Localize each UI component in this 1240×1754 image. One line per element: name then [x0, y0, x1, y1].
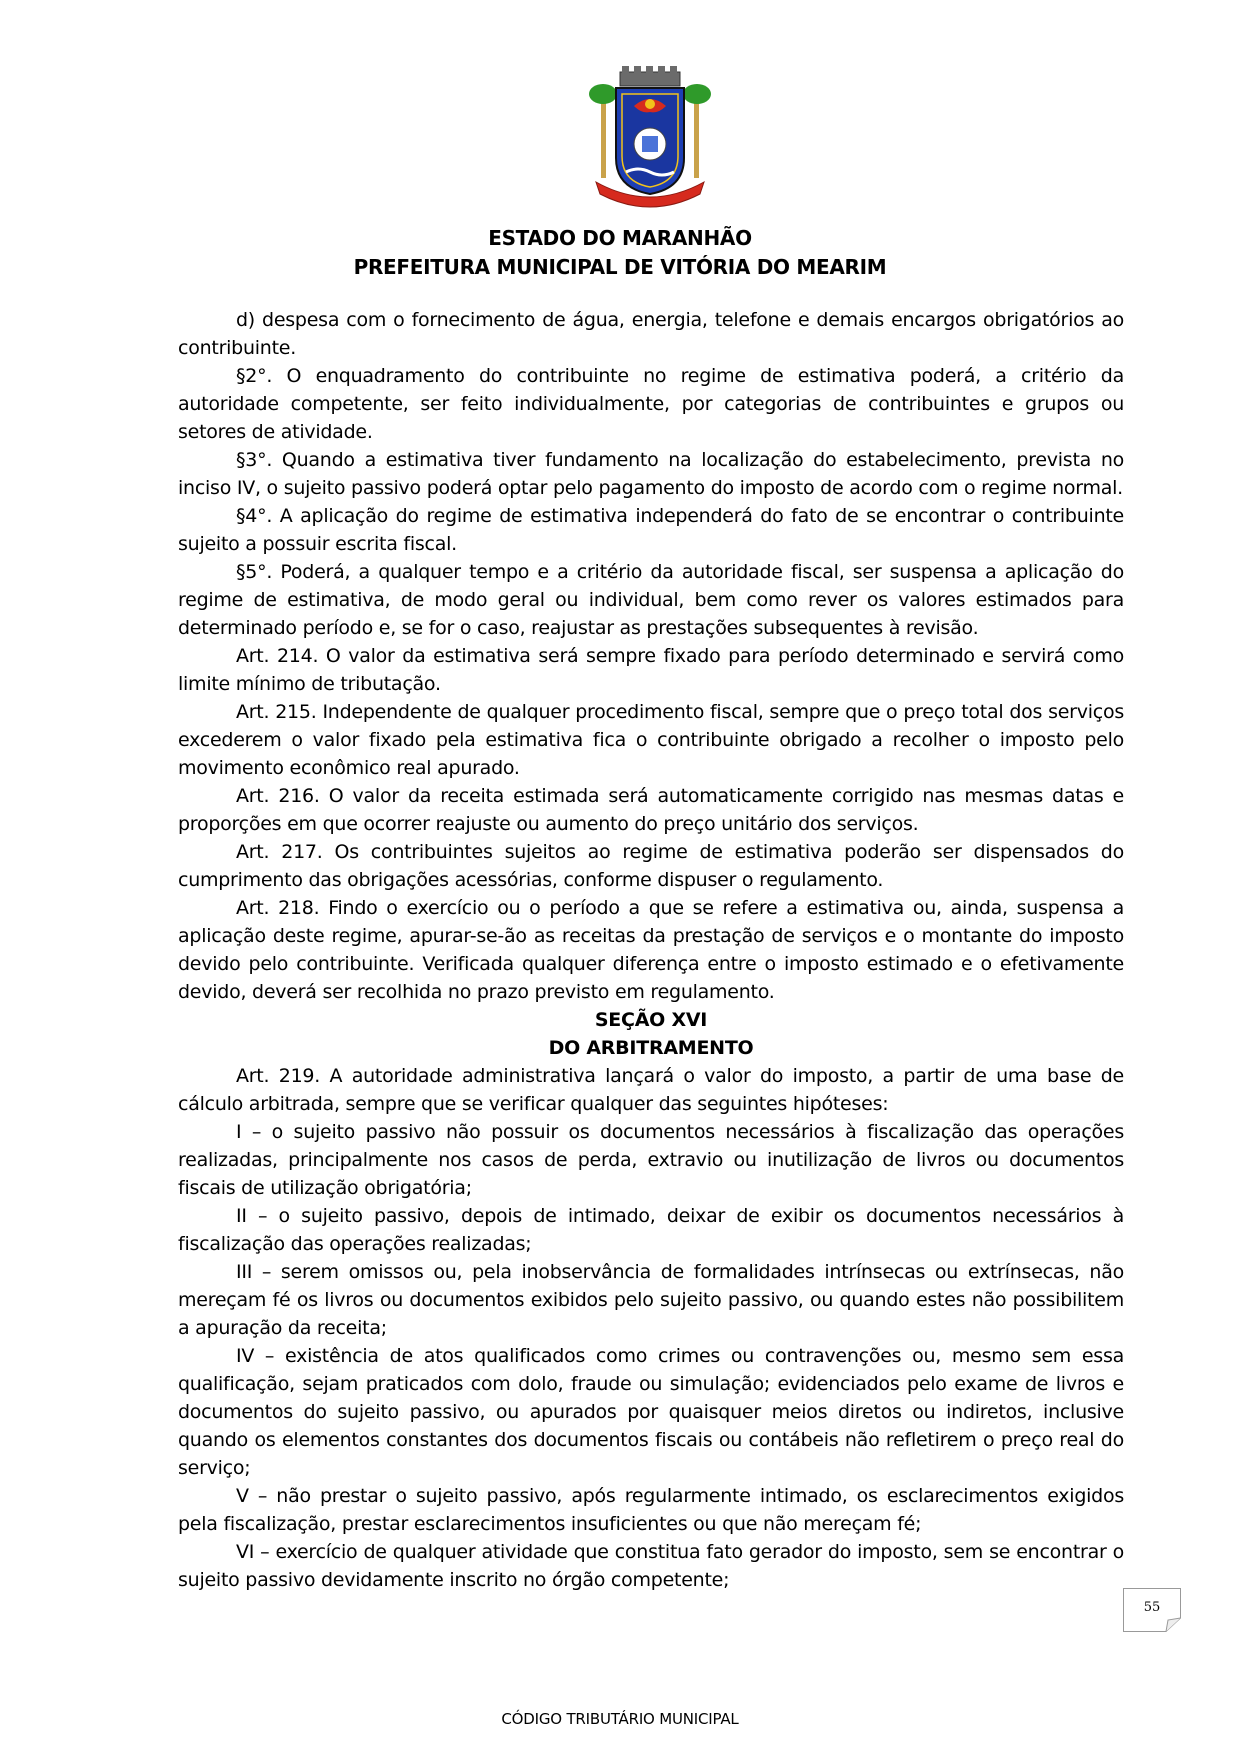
- paragraph: VI – exercício de qualquer atividade que constitua fato gerador do imposto, sem se encontrar o sujeito passivo devidamente inscrito no órgão competente;: [178, 1541, 1124, 1591]
- footer-title: CÓDIGO TRIBUTÁRIO MUNICIPAL: [501, 1710, 739, 1728]
- section-title: SEÇÃO XVI: [594, 1009, 708, 1031]
- header-state-name: ESTADO DO MARANHÃO: [488, 226, 752, 250]
- paragraph: II – o sujeito passivo, depois de intimado, deixar de exibir os documentos necessários à fiscalização das operações realizadas;: [178, 1205, 1124, 1255]
- paragraph: §3°. Quando a estimativa tiver fundamento na localização do estabelecimento, prevista no inciso IV, o sujeito passivo poderá optar pelo pagamento do imposto de acordo com o regime normal.: [178, 449, 1124, 499]
- header-prefecture-name: PREFEITURA MUNICIPAL DE VITÓRIA DO MEARIM: [353, 255, 887, 279]
- document-body: [178, 306, 1124, 1594]
- paragraph: V – não prestar o sujeito passivo, após regularmente intimado, os esclarecimentos exigidos pela fiscalização, prestar esclarecimentos insuficientes ou que não mereçam fé;: [178, 1485, 1124, 1535]
- paragraph: IV – existência de atos qualificados como crimes ou contravenções ou, mesmo sem essa qualificação, sejam praticados com dolo, fraude ou simulação; evidenciados pelo exame de livros e documentos do sujeito passivo, ou apurados por quaisquer meios diretos ou indiretos, inclusive quando os elementos constantes dos documentos fiscais ou contábeis não refletirem o preço real do serviço;: [178, 1345, 1124, 1479]
- paragraph: Art. 215. Independente de qualquer procedimento fiscal, sempre que o preço total dos serviços excederem o valor fixado pela estimativa fica o contribuinte obrigado a recolher o imposto pelo movimento econômico real apurado.: [178, 701, 1124, 779]
- paragraph: Art. 218. Findo o exercício ou o período a que se refere a estimativa ou, ainda, suspensa a aplicação deste regime, apurar-se-ão as receitas da prestação de serviços e o montante do imposto devido pelo contribuinte. Verificada qualquer diferença entre o imposto estimado e o efetivamente devido, deverá ser recolhida no prazo previsto em regulamento.: [178, 897, 1124, 1003]
- paragraph: Art. 217. Os contribuintes sujeitos ao regime de estimativa poderão ser dispensados do cumprimento das obrigações acessórias, conforme dispuser o regulamento.: [178, 841, 1124, 891]
- paragraph: §2°. O enquadramento do contribuinte no regime de estimativa poderá, a critério da autoridade competente, ser feito individualmente, por categorias de contribuintes e grupos ou setores de atividade.: [178, 365, 1124, 443]
- coat-of-arms-image: [582, 62, 718, 212]
- paragraph: III – serem omissos ou, pela inobservância de formalidades intrínsecas ou extrínsecas, não mereçam fé os livros ou documentos exibidos pelo sujeito passivo, ou quando estes não possibilitem a apuração da receita;: [178, 1261, 1124, 1339]
- paragraph: d) despesa com o fornecimento de água, energia, telefone e demais encargos obrigatórios ao contribuinte.: [178, 309, 1124, 359]
- paragraph: §4°. A aplicação do regime de estimativa independerá do fato de se encontrar o contribuinte sujeito a possuir escrita fiscal.: [178, 505, 1124, 555]
- paragraph: Art. 219. A autoridade administrativa lançará o valor do imposto, a partir de uma base de cálculo arbitrada, sempre que se verificar qualquer das seguintes hipóteses:: [178, 1065, 1124, 1115]
- paragraph: Art. 216. O valor da receita estimada será automaticamente corrigido nas mesmas datas e proporções em que ocorrer reajuste ou aumento do preço unitário dos serviços.: [178, 785, 1124, 835]
- paragraph: I – o sujeito passivo não possuir os documentos necessários à fiscalização das operações realizadas, principalmente nos casos de perda, extravio ou inutilização de livros ou documentos fiscais de utilização obrigatória;: [178, 1121, 1124, 1199]
- section-subtitle: DO ARBITRAMENTO: [548, 1037, 754, 1059]
- paragraph: §5°. Poderá, a qualquer tempo e a critério da autoridade fiscal, ser suspensa a aplicação do regime de estimativa, de modo geral ou individual, bem como rever os valores estimados para determinado período e, se for o caso, reajustar as prestações subsequentes à revisão.: [178, 561, 1124, 639]
- page-number: 55: [1143, 1600, 1161, 1615]
- paragraph: Art. 214. O valor da estimativa será sempre fixado para período determinado e servirá como limite mínimo de tributação.: [178, 645, 1124, 695]
